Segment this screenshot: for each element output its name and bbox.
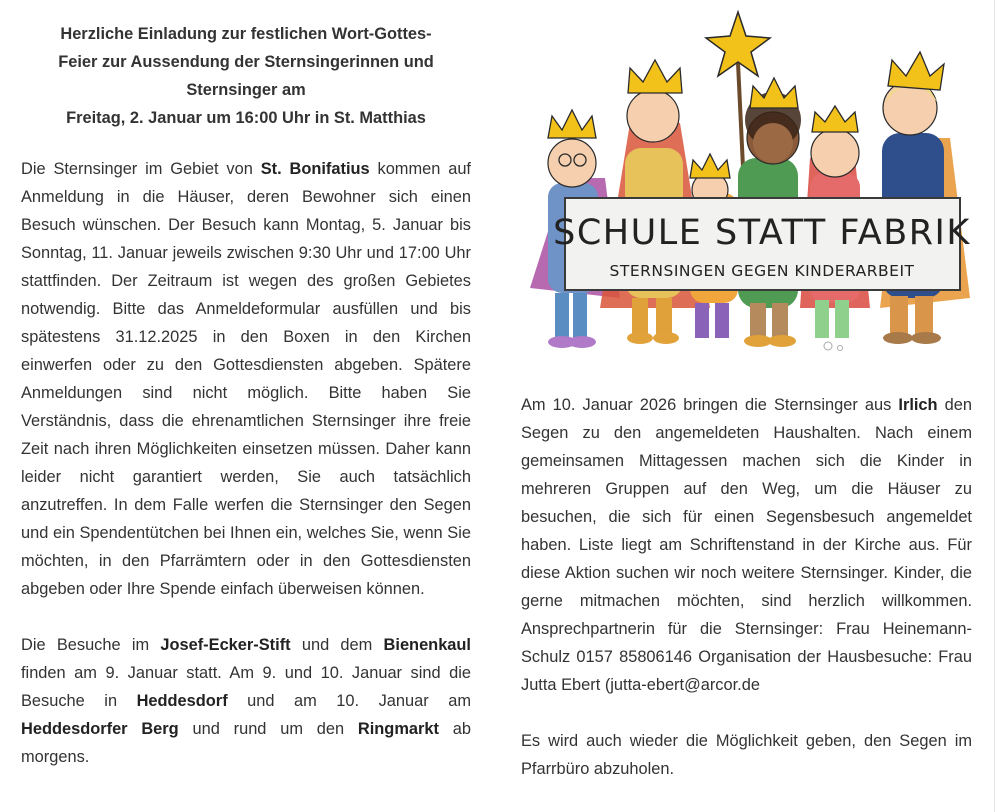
page-edge-line (994, 0, 995, 812)
bold-irlich: Irlich (898, 396, 938, 414)
poster-subtitle: STERNSINGEN GEGEN KINDERARBEIT (609, 262, 915, 280)
invitation-heading (21, 20, 471, 132)
crown-icon (812, 106, 858, 132)
bold-st-bonifatius: St. Bonifatius (260, 160, 370, 178)
bold-josef-ecker-stift: Josef-Ecker-Stift (160, 636, 291, 654)
right-column (521, 391, 972, 783)
crown-icon (548, 110, 596, 138)
visits-paragraph: Die Besuche im Josef-Ecker-Stift und dem Bienenkaul finden am 9. Januar statt. Am 9. und 10. Januar sind die Besuche in Heddesdorf und am 10. Januar am Heddesdorfer Berg und rund um den Ringmarkt ab morgens. (21, 636, 472, 766)
sternsinger-poster-illustration (510, 8, 980, 358)
heading-line-3: Sternsinger am (186, 81, 306, 99)
poster-title: SCHULE STATT FABRIK (553, 213, 971, 253)
crown-icon (690, 154, 730, 178)
crown-icon (750, 78, 798, 108)
heading-line-4: Freitag, 2. Januar um 16:00 Uhr in St. Matthias (66, 109, 426, 127)
irlich-paragraph: Am 10. Januar 2026 bringen die Sternsinger aus Irlich den Segen zu den angemeldeten Haushalten. Nach einem gemeinsamen Mittagessen machen sich die Kinder in mehreren Gruppen auf den Weg, um die Häuser zu besuchen, die sich für einen Segensbesuch angemeldet haben. Liste liegt am Schriftenstand in der Kirche aus. Für diese Aktion suchen wir noch weitere Sternsinger. Kinder, die gerne mitmachen möchten, sind herzlich willkommen. Ansprechpartnerin für die Sternsinger: Frau Heinemann-Schulz 0157 85806146 Organisation der Hausbesuche: Frau Jutta Ebert (jutta-ebert@arcor.de (521, 396, 972, 694)
bold-bienenkaul: Bienenkaul (383, 636, 471, 654)
crown-icon (628, 60, 682, 93)
bold-ringmarkt: Ringmarkt (357, 720, 439, 738)
bold-heddesdorf: Heddesdorf (136, 692, 228, 710)
heading-line-1: Herzliche Einladung zur festlichen Wort-Gottes- (60, 25, 432, 43)
crown-icon (888, 52, 944, 90)
bold-heddesdorfer-berg: Heddesdorfer Berg (21, 720, 179, 738)
pfarrbuero-paragraph: Es wird auch wieder die Möglichkeit geben, den Segen im Pfarrbüro abzuholen. (521, 732, 972, 778)
left-column (21, 20, 471, 771)
heading-line-2: Feier zur Aussendung der Sternsingerinnen und (58, 53, 434, 71)
bonifatius-paragraph: Die Sternsinger im Gebiet von St. Bonifatius kommen auf Anmeldung in die Häuser, deren Bewohner sich einen Besuch wünschen. Der Besuch kann Montag, 5. Januar bis Sonntag, 11. Januar jeweils zwischen 9:30 Uhr und 17:00 Uhr stattfinden. Der Zeitraum ist wegen des großen Gebietes notwendig. Bitte das Anmeldeformular ausfüllen und bis spätestens 31.12.2025 in den Boxen in den Kirchen einwerfen oder zu den Gottesdiensten abgeben. Spätere Anmeldungen sind nicht möglich. Bitte haben Sie Verständnis, dass die ehrenamtlichen Sternsinger ihre freie Zeit nach ihren Möglichkeiten einsetzen müssen. Daher kann leider nicht garantiert werden, Sie auch tatsächlich anzutreffen. In dem Falle werfen die Sternsinger den Segen und ein Spendentütchen bei Ihnen ein, welches Sie, wenn Sie möchten, in den Pfarrämtern oder in den Gottesdiensten abgeben oder Ihre Spende einfach überweisen können. (21, 160, 471, 598)
